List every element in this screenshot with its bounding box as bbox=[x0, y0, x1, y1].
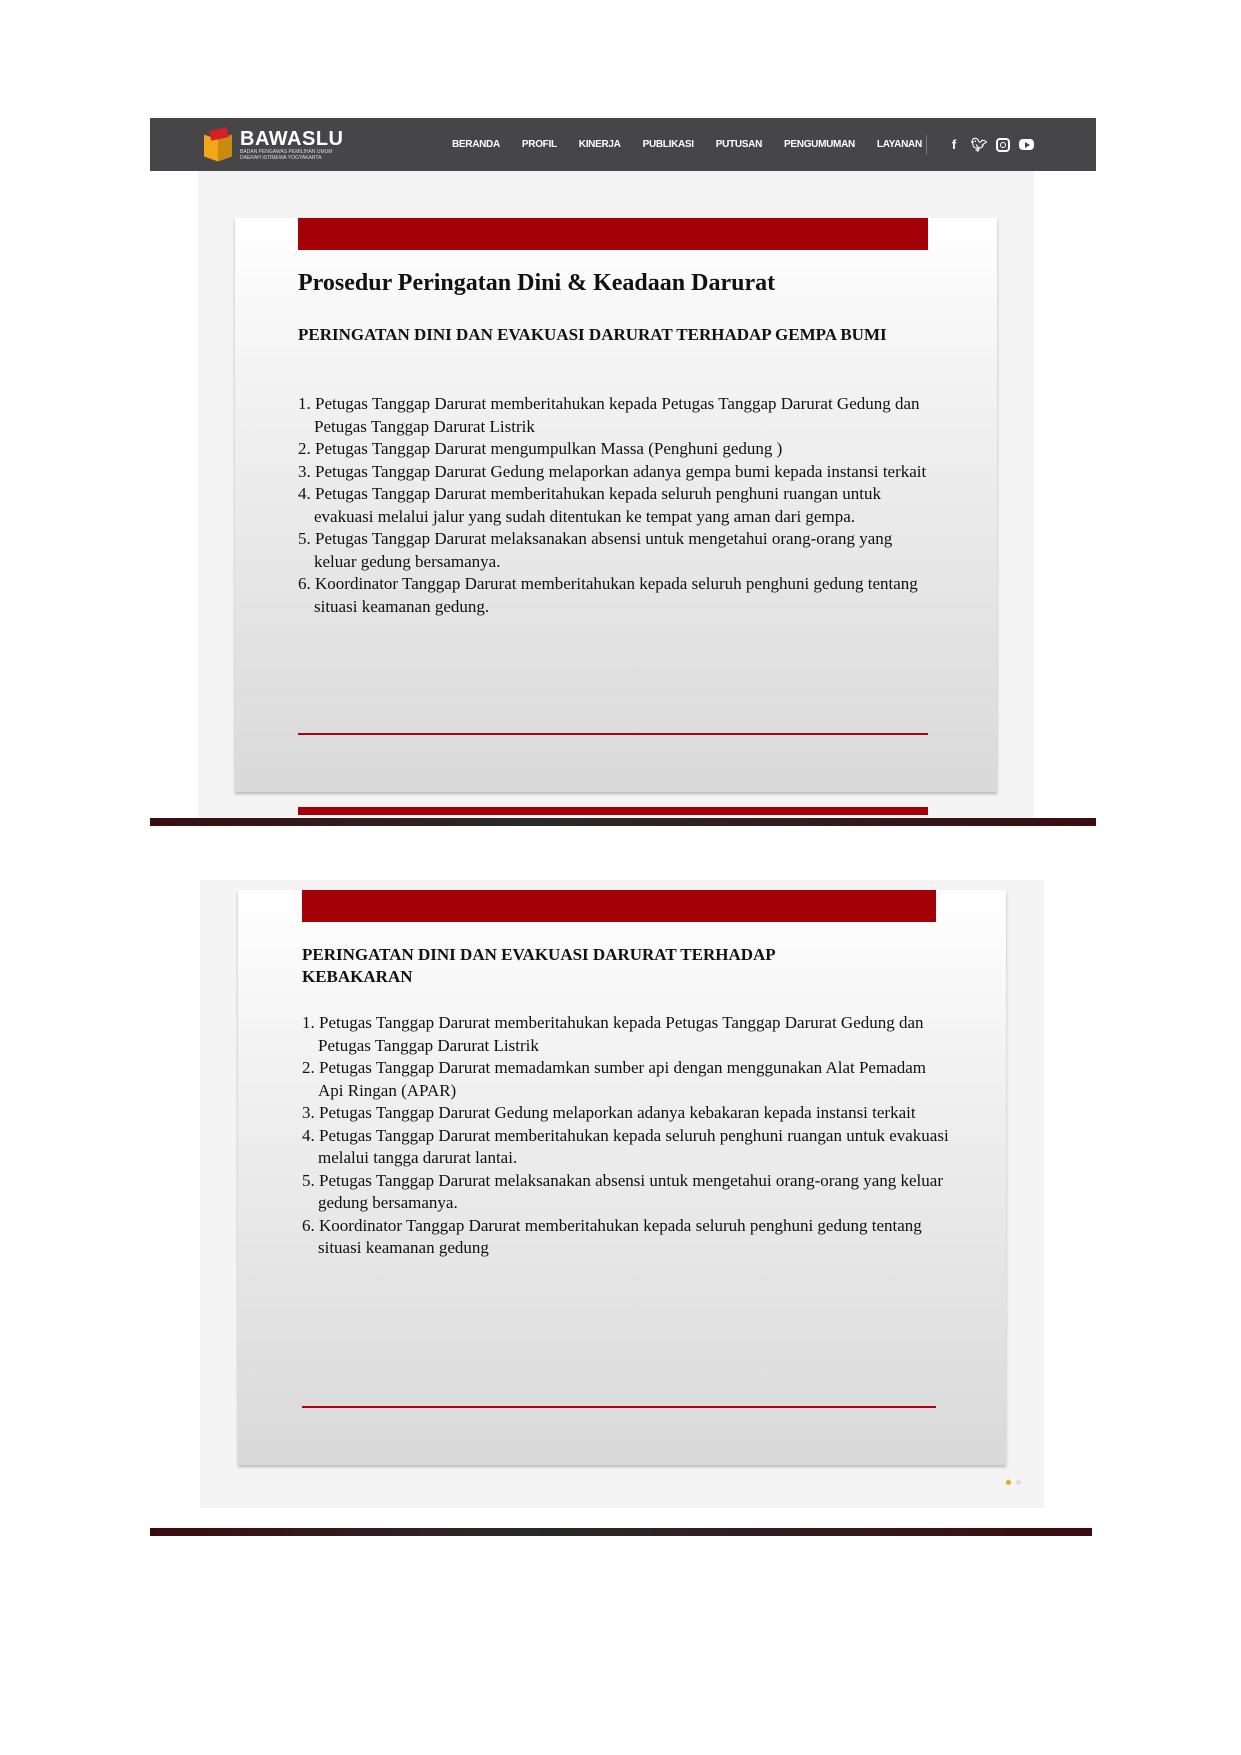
list-item: 3. Petugas Tanggap Darurat Gedung melaporkan adanya gempa bumi kepada instansi terkait bbox=[298, 461, 927, 481]
menu-item-putusan[interactable]: PUTUSAN bbox=[715, 139, 763, 150]
slide-header-bar bbox=[298, 218, 928, 250]
list-item: 6. Koordinator Tanggap Darurat memberitahukan kepada seluruh penghuni gedung tentang situasi keamanan gedung bbox=[302, 1215, 922, 1257]
screenshot-bottom-edge bbox=[150, 818, 1096, 826]
menu-divider bbox=[926, 135, 927, 155]
list-item: 1. Petugas Tanggap Darurat memberitahukan kepada Petugas Tanggap Darurat Gedung dan Petugas Tanggap Darurat Listrik bbox=[298, 394, 920, 436]
list-item: 4. Petugas Tanggap Darurat memberitahukan kepada seluruh penghuni ruangan untuk evakuasi melalui tangga darurat lantai. bbox=[302, 1125, 949, 1167]
list-item: 2. Petugas Tanggap Darurat memadamkan sumber api dengan menggunakan Alat Pemadam Api Ringan (APAR) bbox=[302, 1058, 927, 1100]
twitter-icon[interactable]: 🐦︎ bbox=[970, 136, 988, 152]
bawaslu-logo[interactable] bbox=[202, 126, 350, 164]
logo-name: BAWASLU bbox=[240, 128, 344, 150]
main-menu bbox=[452, 118, 944, 171]
list-item: 6. Koordinator Tanggap Darurat memberitahukan kepada seluruh penghuni gedung tentang situasi keamanan gedung. bbox=[298, 574, 918, 616]
slide-subtitle: PERINGATAN DINI DAN EVAKUASI DARURAT TERHADAP KEBAKARAN bbox=[302, 945, 775, 986]
slide-footer-line bbox=[302, 1406, 936, 1408]
procedure-list bbox=[302, 1012, 952, 1260]
carousel-dot[interactable] bbox=[1016, 1480, 1021, 1485]
list-item: 5. Petugas Tanggap Darurat melaksanakan absensi untuk mengetahui orang-orang yang keluar gedung bersamanya. bbox=[302, 1170, 943, 1212]
next-slide-peek bbox=[298, 807, 928, 815]
social-links bbox=[946, 118, 1043, 171]
logo-subtitle: BADAN PENGAWAS PEMILIHAN UMUM DAERAH ISTIMEWA YOGYAKARTA bbox=[240, 149, 333, 161]
slide-footer-line bbox=[298, 733, 928, 735]
site-header bbox=[150, 118, 1096, 171]
list-item: 5. Petugas Tanggap Darurat melaksanakan absensi untuk mengetahui orang-orang yang keluar gedung bersamanya. bbox=[298, 529, 893, 571]
carousel-dots bbox=[1006, 1480, 1026, 1485]
procedure-list bbox=[298, 393, 938, 618]
menu-item-publikasi[interactable]: PUBLIKASI bbox=[642, 139, 694, 150]
carousel-dot-active[interactable] bbox=[1006, 1480, 1011, 1485]
list-item: 3. Petugas Tanggap Darurat Gedung melaporkan adanya kebakaran kepada instansi terkait bbox=[302, 1103, 916, 1122]
menu-item-layanan[interactable]: LAYANAN bbox=[876, 139, 922, 150]
ballot-box-icon bbox=[202, 127, 236, 163]
menu-item-kinerja[interactable]: KINERJA bbox=[578, 139, 621, 150]
slide-gempa-bumi bbox=[235, 218, 997, 792]
list-item: 1. Petugas Tanggap Darurat memberitahukan kepada Petugas Tanggap Darurat Gedung dan Petugas Tanggap Darurat Listrik bbox=[302, 1013, 924, 1055]
screenshot-bottom-edge bbox=[150, 1528, 1092, 1536]
slide-subtitle: PERINGATAN DINI DAN EVAKUASI DARURAT TERHADAP GEMPA BUMI bbox=[298, 325, 887, 344]
menu-item-pengumuman[interactable]: PENGUMUMAN bbox=[784, 139, 855, 150]
list-item: 4. Petugas Tanggap Darurat memberitahukan kepada seluruh penghuni ruangan untuk evakuasi melalui jalur yang sudah ditentukan ke tempat yang aman dari gempa. bbox=[298, 484, 881, 526]
menu-item-beranda[interactable]: BERANDA bbox=[452, 139, 500, 150]
facebook-icon[interactable]: f bbox=[951, 137, 957, 152]
instagram-icon[interactable] bbox=[996, 138, 1010, 152]
list-item: 2. Petugas Tanggap Darurat mengumpulkan Massa (Penghuni gedung ) bbox=[298, 439, 783, 458]
menu-item-profil[interactable]: PROFIL bbox=[521, 139, 557, 150]
slide-title: Prosedur Peringatan Dini & Keadaan Darurat bbox=[298, 270, 776, 296]
youtube-icon[interactable] bbox=[1019, 139, 1034, 150]
slide-header-bar bbox=[302, 890, 936, 922]
slide-kebakaran bbox=[238, 890, 1006, 1465]
